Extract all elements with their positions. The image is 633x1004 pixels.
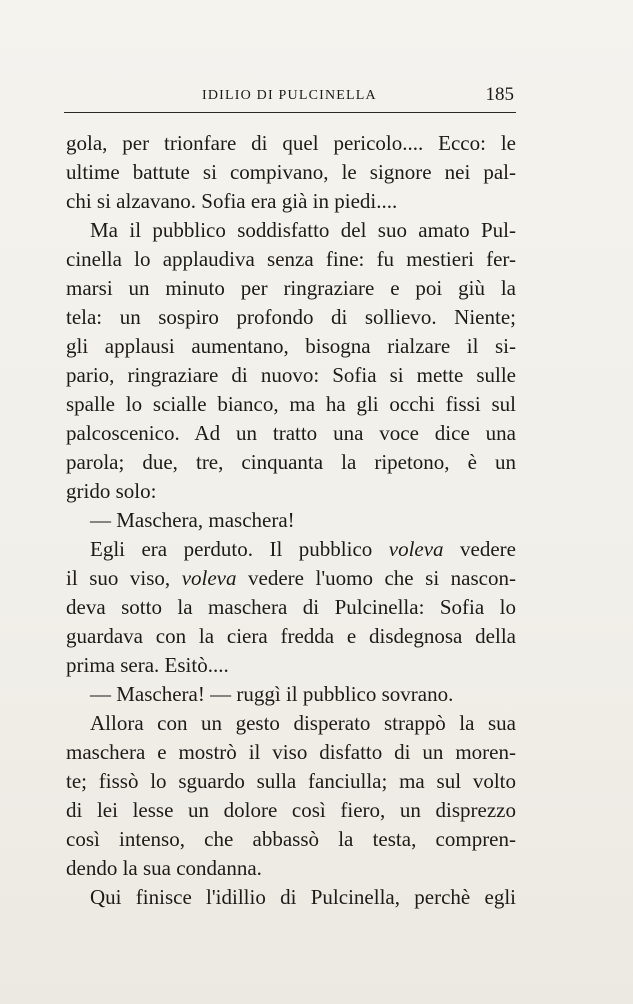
text-line: ultime battute si compivano, le signore nei pal-: [66, 160, 516, 184]
header-rule: [64, 112, 516, 113]
running-title: IDILIO DI PULCINELLA: [202, 88, 377, 103]
text-line: — Maschera, maschera!: [90, 508, 295, 532]
page-header: [66, 80, 514, 104]
text-line: gola, per trionfare di quel pericolo.... Ecco: le: [66, 131, 516, 155]
text-line: cinella lo applaudiva senza fine: fu mestieri fer-: [66, 247, 516, 271]
text-line: il suo viso, voleva vedere l'uomo che si nascon-: [66, 566, 516, 590]
text-line: — Maschera! — ruggì il pubblico sovrano.: [90, 682, 454, 706]
text-line: spalle lo scialle bianco, ma ha gli occhi fissi sul: [66, 392, 516, 416]
text-line: Qui finisce l'idillio di Pulcinella, perchè egli: [90, 885, 516, 909]
text-line: marsi un minuto per ringraziare e poi giù la: [66, 276, 516, 300]
text-line: deva sotto la maschera di Pulcinella: Sofia lo: [66, 595, 516, 619]
text-line: pario, ringraziare di nuovo: Sofia si mette sulle: [66, 363, 516, 387]
text-line: Egli era perduto. Il pubblico voleva vedere: [90, 537, 516, 561]
text-line: tela: un sospiro profondo di sollievo. Niente;: [66, 305, 516, 329]
text-line: gli applausi aumentano, bisogna rialzare il si-: [66, 334, 516, 358]
text-line: Ma il pubblico soddisfatto del suo amato Pul-: [90, 218, 516, 242]
text-line: parola; due, tre, cinquanta la ripetono, è un: [66, 450, 516, 474]
text-line: palcoscenico. Ad un tratto una voce dice una: [66, 421, 516, 445]
page-number: 185: [485, 84, 514, 105]
text-line: maschera e mostrò il viso disfatto di un moren-: [66, 740, 516, 764]
text-line: grido solo:: [66, 479, 157, 503]
text-line: chi si alzavano. Sofia era già in piedi....: [66, 189, 398, 213]
text-line: dendo la sua condanna.: [66, 856, 262, 880]
text-line: guardava con la ciera fredda e disdegnosa della: [66, 624, 516, 648]
body-text: [66, 129, 516, 912]
text-line: Allora con un gesto disperato strappò la sua: [90, 711, 516, 735]
text-line: te; fissò lo sguardo sulla fanciulla; ma sul volto: [66, 769, 516, 793]
text-line: prima sera. Esitò....: [66, 653, 229, 677]
text-line: così intenso, che abbassò la testa, compren-: [66, 827, 516, 851]
text-line: di lei lesse un dolore così fiero, un disprezzo: [66, 798, 516, 822]
